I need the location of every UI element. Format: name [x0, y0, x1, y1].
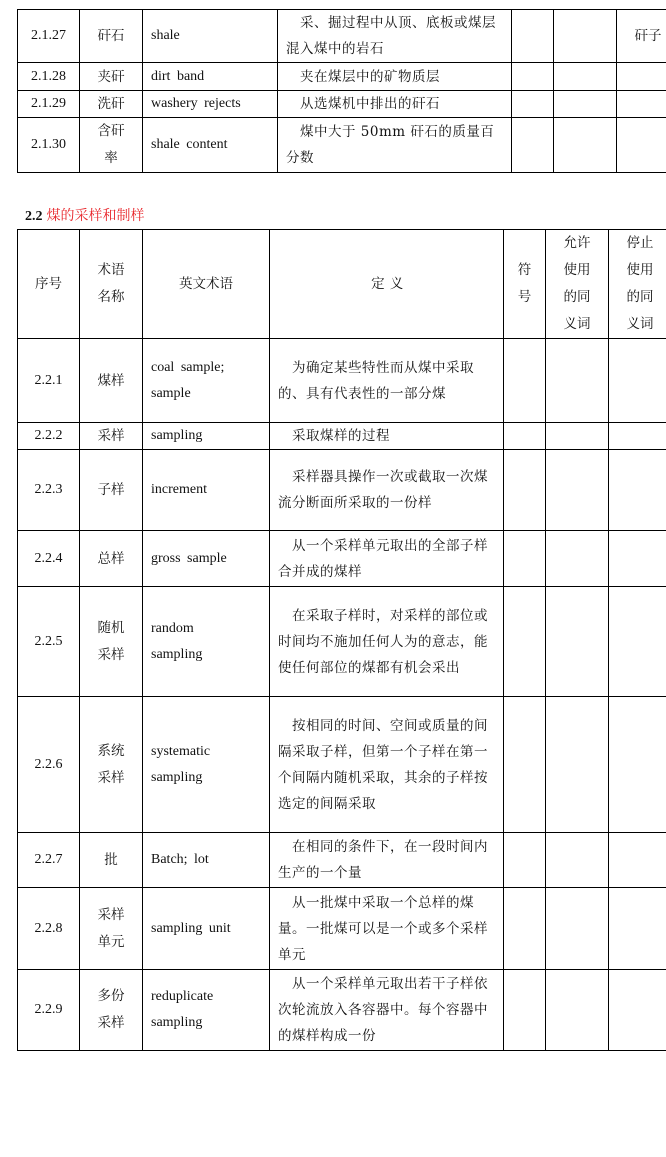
english-term: washery rejects — [143, 91, 278, 118]
term-name: 煤样 — [80, 339, 143, 423]
row-number: 2.2.8 — [18, 888, 80, 970]
table-row — [18, 970, 666, 1051]
header-definition: 定 义 — [270, 230, 504, 339]
allowed-synonym — [554, 91, 617, 118]
sampling-terms-table — [17, 229, 666, 1051]
symbol — [512, 63, 554, 91]
deprecated-synonym — [609, 697, 666, 833]
deprecated-synonym — [609, 888, 666, 970]
term-name: 矸石 — [80, 10, 143, 63]
symbol — [504, 423, 546, 450]
definition: 从选煤机中排出的矸石 — [278, 91, 512, 118]
allowed-synonym — [546, 423, 609, 450]
term-name: 子样 — [80, 450, 143, 531]
section-number: 2.2 — [25, 209, 43, 224]
definition: 从一个采样单元取出的全部子样合并成的煤样 — [270, 531, 504, 587]
row-number: 2.1.27 — [18, 10, 80, 63]
deprecated-synonym — [617, 63, 666, 91]
symbol — [504, 833, 546, 888]
english-term: gross sample — [143, 531, 270, 587]
row-number: 2.1.30 — [18, 118, 80, 173]
row-number: 2.2.4 — [18, 531, 80, 587]
definition: 从一个采样单元取出若干子样依次轮流放入各容器中。每个容器中的煤样构成一份 — [270, 970, 504, 1051]
table-row — [18, 587, 666, 697]
symbol — [512, 91, 554, 118]
english-term: reduplicate sampling — [151, 989, 214, 1030]
row-number: 2.1.29 — [18, 91, 80, 118]
term-name: 夹矸 — [80, 63, 143, 91]
table-row — [18, 697, 666, 833]
section-title: 煤的采样和制样 — [46, 208, 145, 224]
table-row — [18, 91, 666, 118]
allowed-synonym — [554, 63, 617, 91]
english-term: sampling unit — [143, 888, 270, 970]
deprecated-synonym: 矸子 — [617, 10, 666, 63]
row-number: 2.2.5 — [18, 587, 80, 697]
table-row — [18, 450, 666, 531]
row-number: 2.2.7 — [18, 833, 80, 888]
deprecated-synonym — [609, 450, 666, 531]
allowed-synonym — [546, 531, 609, 587]
deprecated-synonym — [617, 91, 666, 118]
table-row — [18, 10, 666, 63]
definition: 采、掘过程中从顶、底板或煤层混入煤中的岩石 — [278, 10, 512, 63]
allowed-synonym — [546, 697, 609, 833]
english-term: Batch; lot — [143, 833, 270, 888]
row-number: 2.2.3 — [18, 450, 80, 531]
english-term: sampling — [143, 423, 270, 450]
english-term: systematic sampling — [151, 743, 211, 785]
section-heading — [25, 206, 145, 227]
allowed-synonym — [546, 888, 609, 970]
table-row — [18, 118, 666, 173]
english-term: shale — [143, 10, 278, 63]
header-english: 英文术语 — [143, 230, 270, 339]
row-number: 2.2.1 — [18, 339, 80, 423]
term-name: 采样 — [80, 423, 143, 450]
deprecated-synonym — [609, 423, 666, 450]
allowed-synonym — [554, 10, 617, 63]
deprecated-synonym — [609, 833, 666, 888]
allowed-synonym — [546, 970, 609, 1051]
symbol — [512, 10, 554, 63]
row-number: 2.2.2 — [18, 423, 80, 450]
table-row — [18, 339, 666, 423]
term-name: 随机采样 — [97, 619, 125, 663]
header-term: 术语名称 — [97, 262, 125, 305]
row-number: 2.2.9 — [18, 970, 80, 1051]
row-number: 2.2.6 — [18, 697, 80, 833]
deprecated-synonym — [609, 531, 666, 587]
allowed-synonym — [546, 450, 609, 531]
symbol — [504, 339, 546, 423]
definition: 采取煤样的过程 — [270, 423, 504, 450]
header-allowed-synonym: 允许使用的同义词 — [563, 235, 591, 332]
english-term: dirt band — [143, 63, 278, 91]
term-name: 系统采样 — [97, 742, 125, 786]
deprecated-synonym — [609, 970, 666, 1051]
definition: 从一批煤中采取一个总样的煤量。一批煤可以是一个或多个采样单元 — [270, 888, 504, 970]
table-row — [18, 833, 666, 888]
symbol — [504, 697, 546, 833]
definition: 在相同的条件下，在一段时间内生产的一个量 — [270, 833, 504, 888]
symbol — [504, 587, 546, 697]
allowed-synonym — [546, 587, 609, 697]
header-symbol: 符号 — [517, 262, 532, 305]
table-row — [18, 423, 666, 450]
definition: 按相同的时间、空间或质量的间隔采取子样，但第一个子样在第一个间隔内随机采取，其余的子样按选定的间隔采取 — [270, 697, 504, 833]
symbol — [512, 118, 554, 173]
symbol — [504, 450, 546, 531]
definition: 采样器具操作一次或截取一次煤流分断面所采取的一份样 — [270, 450, 504, 531]
english-term: coal sample; sample — [151, 359, 225, 401]
row-number: 2.1.28 — [18, 63, 80, 91]
table-row — [18, 63, 666, 91]
term-name: 含矸率 — [97, 123, 125, 166]
definition: 煤中大于 50mm 矸石的质量百分数 — [278, 118, 512, 173]
term-name: 批 — [80, 833, 143, 888]
term-name: 采样单元 — [97, 906, 125, 950]
term-name: 总样 — [80, 531, 143, 587]
table-row — [18, 888, 666, 970]
symbol — [504, 888, 546, 970]
term-name: 多份采样 — [97, 988, 125, 1031]
terms-table-continued — [17, 9, 666, 173]
term-name: 洗矸 — [80, 91, 143, 118]
allowed-synonym — [554, 118, 617, 173]
english-term: increment — [143, 450, 270, 531]
table-header-row — [18, 230, 666, 339]
definition: 夹在煤层中的矿物质层 — [278, 63, 512, 91]
allowed-synonym — [546, 339, 609, 423]
header-number: 序号 — [18, 230, 80, 339]
definition: 在采取子样时，对采样的部位或时间均不施加任何人为的意志，能使任何部位的煤都有机会采出 — [270, 587, 504, 697]
symbol — [504, 970, 546, 1051]
english-term: random sampling — [151, 620, 203, 662]
deprecated-synonym — [609, 339, 666, 423]
deprecated-synonym — [617, 118, 666, 173]
english-term: shale content — [143, 118, 278, 173]
deprecated-synonym — [609, 587, 666, 697]
table-row — [18, 531, 666, 587]
definition: 为确定某些特性而从煤中采取的、具有代表性的一部分煤 — [270, 339, 504, 423]
symbol — [504, 531, 546, 587]
header-deprecated-synonym: 停止使用的同义词 — [626, 235, 654, 332]
allowed-synonym — [546, 833, 609, 888]
